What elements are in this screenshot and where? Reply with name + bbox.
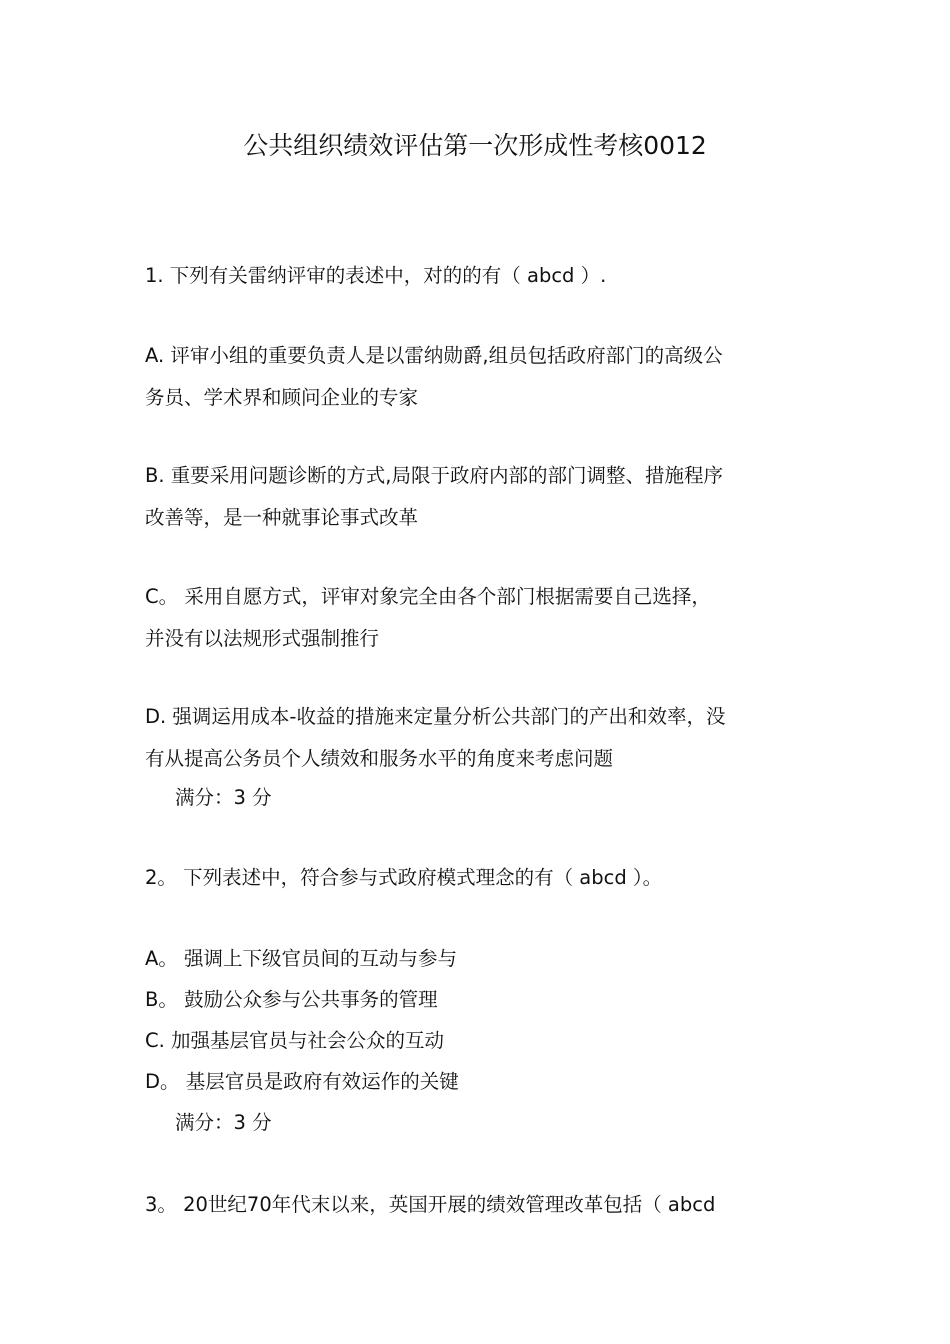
question-2-option-a: A。 强调上下级官员间的互动与参与 <box>145 947 458 970</box>
question-1-option-b: B. 重要采用问题诊断的方式,局限于政府内部的部门调整、措施程序 <box>145 464 723 487</box>
document-title: 公共组织绩效评估第一次形成性考核0012 <box>243 131 707 160</box>
question-2-option-b: B。 鼓励公众参与公共事务的管理 <box>145 988 438 1011</box>
question-2-option-d: D。 基层官员是政府有效运作的关键 <box>145 1070 459 1093</box>
question-1-option-a-continued: 务员、学术界和顾问企业的专家 <box>145 386 419 409</box>
question-1-stem: 1. 下列有关雷纳评审的表述中，对的的有（ abcd ）. <box>145 264 607 287</box>
question-1-option-c: C。 采用自愿方式，评审对象完全由各个部门根据需要自己选择， <box>145 585 711 608</box>
question-1-score: 满分：3 分 <box>175 786 272 809</box>
question-1-option-a: A. 评审小组的重要负责人是以雷纳勋爵,组员包括政府部门的高级公 <box>145 344 723 367</box>
question-2-option-c: C. 加强基层官员与社会公众的互动 <box>145 1029 445 1052</box>
question-1-option-d-continued: 有从提高公务员个人绩效和服务水平的角度来考虑问题 <box>145 747 614 770</box>
question-1-option-b-continued: 改善等，是一种就事论事式改革 <box>145 506 419 529</box>
question-3-stem: 3。 20世纪70年代末以来，英国开展的绩效管理改革包括（ abcd <box>145 1193 716 1216</box>
question-2-score: 满分：3 分 <box>175 1111 272 1134</box>
question-2-stem: 2。 下列表述中，符合参与式政府模式理念的有（ abcd ）。 <box>145 866 663 889</box>
question-1-option-c-continued: 并没有以法规形式强制推行 <box>145 627 380 650</box>
question-1-option-d: D. 强调运用成本-收益的措施来定量分析公共部门的产出和效率，没 <box>145 705 726 728</box>
